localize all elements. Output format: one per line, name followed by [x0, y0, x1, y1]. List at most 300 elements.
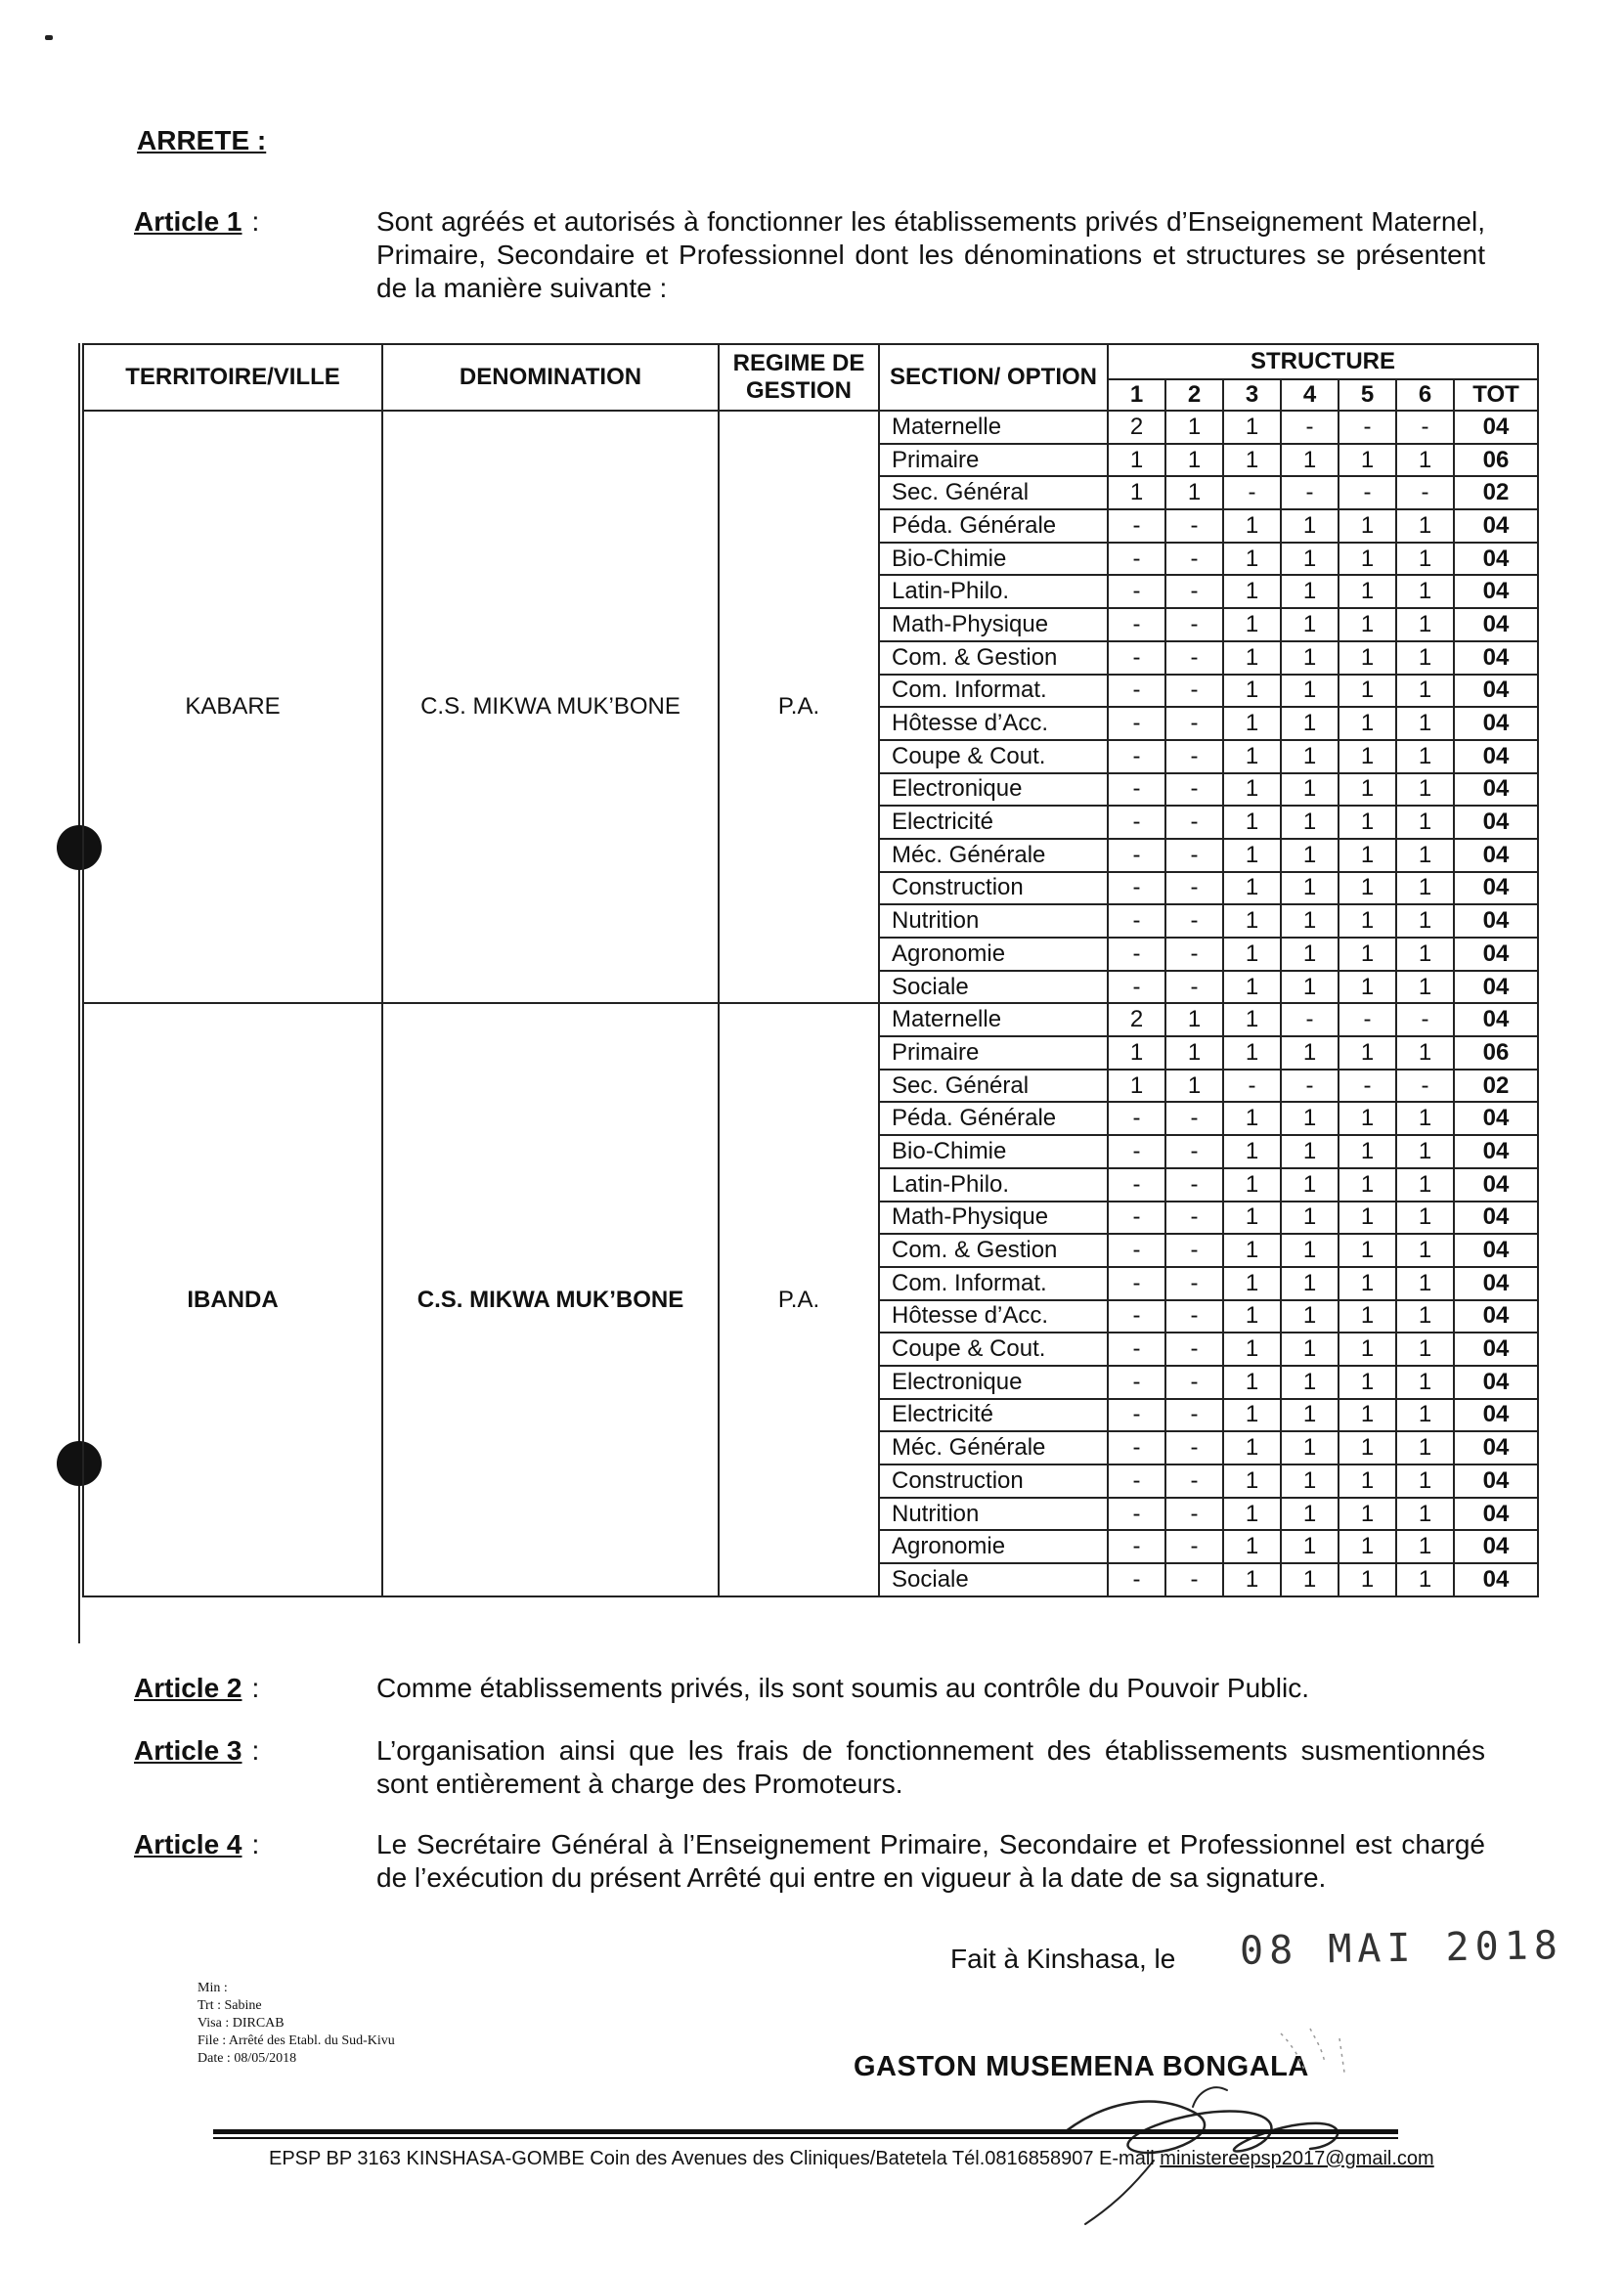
cell-year-5: 1: [1339, 575, 1396, 608]
cell-year-2: -: [1165, 740, 1223, 773]
cell-year-3: 1: [1223, 411, 1281, 444]
cell-year-2: -: [1165, 675, 1223, 708]
cell-option: Latin-Philo.: [879, 1168, 1108, 1202]
cell-total: 04: [1454, 1202, 1538, 1235]
cell-total: 04: [1454, 575, 1538, 608]
cell-year-6: 1: [1396, 1234, 1454, 1267]
cell-year-1: -: [1108, 1168, 1165, 1202]
cell-year-3: 1: [1223, 1234, 1281, 1267]
cell-year-4: 1: [1281, 904, 1339, 938]
cell-option: Bio-Chimie: [879, 543, 1108, 576]
cell-option: Construction: [879, 1464, 1108, 1498]
cell-year-3: 1: [1223, 971, 1281, 1004]
cell-option: Agronomie: [879, 938, 1108, 971]
cell-year-4: 1: [1281, 872, 1339, 905]
cell-year-5: 1: [1339, 971, 1396, 1004]
cell-year-2: -: [1165, 1102, 1223, 1135]
cell-total: 02: [1454, 1070, 1538, 1103]
memo-line: Date : 08/05/2018: [198, 2051, 297, 2066]
cell-year-3: 1: [1223, 1267, 1281, 1300]
cell-year-2: -: [1165, 1563, 1223, 1596]
cell-year-4: 1: [1281, 1399, 1339, 1432]
cell-total: 04: [1454, 839, 1538, 872]
cell-year-6: 1: [1396, 1202, 1454, 1235]
cell-year-4: 1: [1281, 1267, 1339, 1300]
cell-year-1: -: [1108, 1464, 1165, 1498]
cell-year-1: 1: [1108, 444, 1165, 477]
cell-year-6: 1: [1396, 971, 1454, 1004]
cell-year-5: 1: [1339, 608, 1396, 641]
cell-year-6: 1: [1396, 904, 1454, 938]
cell-option: Maternelle: [879, 1003, 1108, 1036]
header-col-4: 4: [1281, 379, 1339, 411]
cell-option: Hôtesse d’Acc.: [879, 1300, 1108, 1333]
cell-year-5: 1: [1339, 839, 1396, 872]
cell-year-6: 1: [1396, 641, 1454, 675]
cell-year-2: 1: [1165, 1070, 1223, 1103]
cell-year-6: 1: [1396, 1498, 1454, 1531]
article-2-label: Article 2: [134, 1673, 242, 1703]
cell-year-1: -: [1108, 773, 1165, 807]
cell-year-5: 1: [1339, 641, 1396, 675]
cell-year-5: 1: [1339, 1202, 1396, 1235]
footer-text: EPSP BP 3163 KINSHASA-GOMBE Coin des Avenues des Cliniques/Batetela Tél.0816858907 E-mail: [269, 2148, 1155, 2169]
cell-year-5: 1: [1339, 904, 1396, 938]
cell-year-3: 1: [1223, 1102, 1281, 1135]
cell-year-6: 1: [1396, 806, 1454, 839]
cell-year-2: -: [1165, 575, 1223, 608]
cell-year-3: -: [1223, 1070, 1281, 1103]
cell-total: 04: [1454, 1234, 1538, 1267]
cell-year-5: 1: [1339, 1300, 1396, 1333]
cell-year-3: 1: [1223, 1563, 1281, 1596]
cell-option: Sociale: [879, 971, 1108, 1004]
cell-year-4: 1: [1281, 740, 1339, 773]
cell-year-1: -: [1108, 1300, 1165, 1333]
cell-year-4: -: [1281, 411, 1339, 444]
cell-year-1: -: [1108, 707, 1165, 740]
article-4: Article 4 : Le Secrétaire Général à l’Enseignement Primaire, Secondaire et Professionnel est chargé de l’exécution du présent Arrêté qui entre en vigueur à la date de sa signature.: [134, 1829, 1485, 1893]
cell-option: Electricité: [879, 806, 1108, 839]
cell-year-2: -: [1165, 1234, 1223, 1267]
cell-year-2: -: [1165, 872, 1223, 905]
article-4-label: Article 4: [134, 1829, 242, 1859]
cell-year-1: -: [1108, 575, 1165, 608]
cell-territoire: KABARE: [83, 411, 382, 1003]
cell-year-1: -: [1108, 1530, 1165, 1563]
cell-year-3: 1: [1223, 1168, 1281, 1202]
header-section: SECTION/ OPTION: [879, 344, 1108, 411]
cell-year-4: 1: [1281, 839, 1339, 872]
cell-option: Math-Physique: [879, 1202, 1108, 1235]
cell-total: 04: [1454, 806, 1538, 839]
cell-year-4: 1: [1281, 1431, 1339, 1464]
cell-year-6: -: [1396, 1003, 1454, 1036]
cell-total: 04: [1454, 938, 1538, 971]
cell-year-2: -: [1165, 806, 1223, 839]
cell-total: 04: [1454, 608, 1538, 641]
cell-year-5: 1: [1339, 872, 1396, 905]
cell-year-4: 1: [1281, 1300, 1339, 1333]
footer-email: ministereepsp2017@gmail.com: [1160, 2148, 1434, 2169]
cell-year-4: 1: [1281, 675, 1339, 708]
cell-total: 04: [1454, 1102, 1538, 1135]
cell-year-3: 1: [1223, 1498, 1281, 1531]
cell-year-4: 1: [1281, 1498, 1339, 1531]
cell-year-2: 1: [1165, 1036, 1223, 1070]
cell-year-2: -: [1165, 707, 1223, 740]
cell-year-6: 1: [1396, 444, 1454, 477]
cell-total: 04: [1454, 1003, 1538, 1036]
cell-total: 04: [1454, 707, 1538, 740]
cell-year-4: 1: [1281, 806, 1339, 839]
cell-year-1: -: [1108, 1498, 1165, 1531]
header-col-5: 5: [1339, 379, 1396, 411]
cell-option: Construction: [879, 872, 1108, 905]
cell-year-1: -: [1108, 641, 1165, 675]
cell-year-6: 1: [1396, 1102, 1454, 1135]
cell-year-4: 1: [1281, 1202, 1339, 1235]
cell-year-6: 1: [1396, 1300, 1454, 1333]
cell-year-6: 1: [1396, 1399, 1454, 1432]
cell-year-1: 1: [1108, 1070, 1165, 1103]
cell-year-5: 1: [1339, 1530, 1396, 1563]
cell-year-2: -: [1165, 509, 1223, 543]
cell-total: 04: [1454, 904, 1538, 938]
cell-year-3: 1: [1223, 707, 1281, 740]
memo-line: Trt : Sabine: [198, 1998, 262, 2013]
cell-year-1: -: [1108, 1366, 1165, 1399]
cell-year-6: -: [1396, 411, 1454, 444]
article-2: Article 2 : Comme établissements privés, ils sont soumis au contrôle du Pouvoir Public.: [134, 1672, 1485, 1705]
cell-year-4: 1: [1281, 543, 1339, 576]
cell-option: Nutrition: [879, 1498, 1108, 1531]
date-stamp: 08 MAI 2018: [1239, 1923, 1564, 1974]
cell-total: 04: [1454, 1333, 1538, 1366]
footer-rule-thin: [213, 2137, 1398, 2139]
cell-year-5: -: [1339, 1003, 1396, 1036]
cell-year-2: -: [1165, 773, 1223, 807]
cell-year-6: 1: [1396, 839, 1454, 872]
header-territoire: TERRITOIRE/VILLE: [83, 344, 382, 411]
cell-year-5: 1: [1339, 740, 1396, 773]
decree-heading: ARRETE :: [137, 125, 267, 155]
cell-option: Hôtesse d’Acc.: [879, 707, 1108, 740]
cell-year-5: 1: [1339, 1102, 1396, 1135]
cell-year-2: -: [1165, 904, 1223, 938]
cell-option: Péda. Générale: [879, 1102, 1108, 1135]
cell-year-2: -: [1165, 1333, 1223, 1366]
cell-year-1: 1: [1108, 476, 1165, 509]
cell-year-4: 1: [1281, 1036, 1339, 1070]
cell-option: Méc. Générale: [879, 839, 1108, 872]
cell-year-4: 1: [1281, 971, 1339, 1004]
cell-total: 04: [1454, 1498, 1538, 1531]
cell-year-3: 1: [1223, 904, 1281, 938]
cell-option: Bio-Chimie: [879, 1135, 1108, 1168]
cell-year-6: 1: [1396, 773, 1454, 807]
cell-year-1: -: [1108, 509, 1165, 543]
cell-year-5: 1: [1339, 1234, 1396, 1267]
cell-year-6: 1: [1396, 1366, 1454, 1399]
cell-year-6: 1: [1396, 1267, 1454, 1300]
cell-year-2: -: [1165, 1202, 1223, 1235]
cell-total: 04: [1454, 1431, 1538, 1464]
cell-year-4: 1: [1281, 938, 1339, 971]
cell-option: Primaire: [879, 444, 1108, 477]
memo-line: Visa : DIRCAB: [198, 2016, 285, 2031]
cell-year-1: -: [1108, 806, 1165, 839]
cell-option: Sec. Général: [879, 476, 1108, 509]
cell-year-3: 1: [1223, 444, 1281, 477]
cell-year-2: -: [1165, 839, 1223, 872]
cell-year-5: 1: [1339, 1036, 1396, 1070]
header-col-3: 3: [1223, 379, 1281, 411]
cell-year-1: -: [1108, 543, 1165, 576]
cell-year-4: 1: [1281, 1102, 1339, 1135]
cell-year-6: 1: [1396, 707, 1454, 740]
cell-year-5: 1: [1339, 773, 1396, 807]
cell-year-4: 1: [1281, 1234, 1339, 1267]
cell-year-2: -: [1165, 1366, 1223, 1399]
cell-year-3: 1: [1223, 872, 1281, 905]
cell-year-3: 1: [1223, 543, 1281, 576]
header-col-1: 1: [1108, 379, 1165, 411]
cell-option: Péda. Générale: [879, 509, 1108, 543]
cell-total: 02: [1454, 476, 1538, 509]
cell-total: 04: [1454, 1464, 1538, 1498]
cell-year-6: 1: [1396, 938, 1454, 971]
cell-year-1: -: [1108, 740, 1165, 773]
cell-year-3: 1: [1223, 806, 1281, 839]
cell-year-1: -: [1108, 1202, 1165, 1235]
cell-year-3: 1: [1223, 839, 1281, 872]
cell-year-5: 1: [1339, 806, 1396, 839]
cell-year-3: -: [1223, 476, 1281, 509]
scan-mark: [45, 35, 53, 40]
cell-total: 04: [1454, 509, 1538, 543]
cell-option: Coupe & Cout.: [879, 740, 1108, 773]
cell-year-1: -: [1108, 1102, 1165, 1135]
cell-year-4: -: [1281, 1003, 1339, 1036]
cell-option: Com. Informat.: [879, 675, 1108, 708]
cell-year-5: 1: [1339, 707, 1396, 740]
footer-rule: [213, 2129, 1398, 2134]
header-col-6: 6: [1396, 379, 1454, 411]
cell-option: Maternelle: [879, 411, 1108, 444]
cell-year-3: 1: [1223, 1399, 1281, 1432]
cell-year-2: -: [1165, 543, 1223, 576]
establishments-table: [82, 343, 1539, 1597]
cell-year-2: -: [1165, 608, 1223, 641]
cell-year-6: 1: [1396, 1135, 1454, 1168]
article-1-text: Sont agréés et autorisés à fonctionner les établissements privés d’Enseignement Maternel, Primaire, Secondaire et Professionnel dont les dénominations et structures se présentent de la manière suivante :: [376, 206, 1485, 303]
cell-year-1: -: [1108, 1234, 1165, 1267]
cell-total: 04: [1454, 1399, 1538, 1432]
cell-year-2: -: [1165, 1135, 1223, 1168]
header-regime: REGIME DE GESTION: [719, 344, 879, 411]
cell-option: Agronomie: [879, 1530, 1108, 1563]
header-structure: STRUCTURE: [1108, 344, 1538, 379]
cell-year-5: -: [1339, 476, 1396, 509]
cell-total: 04: [1454, 1530, 1538, 1563]
cell-year-4: 1: [1281, 773, 1339, 807]
cell-year-2: -: [1165, 971, 1223, 1004]
cell-year-5: 1: [1339, 1333, 1396, 1366]
cell-option: Com. & Gestion: [879, 641, 1108, 675]
cell-year-3: 1: [1223, 1431, 1281, 1464]
cell-year-2: 1: [1165, 411, 1223, 444]
cell-year-3: 1: [1223, 675, 1281, 708]
cell-year-5: 1: [1339, 543, 1396, 576]
cell-year-1: -: [1108, 971, 1165, 1004]
cell-year-5: 1: [1339, 1464, 1396, 1498]
article-3: Article 3 : L’organisation ainsi que les frais de fonctionnement des établissements susmentionnés sont entièrement à charge des Promoteurs.: [134, 1735, 1485, 1799]
cell-year-6: 1: [1396, 740, 1454, 773]
cell-year-2: -: [1165, 1464, 1223, 1498]
header-col-2: 2: [1165, 379, 1223, 411]
cell-year-2: -: [1165, 1399, 1223, 1432]
cell-year-6: 1: [1396, 575, 1454, 608]
cell-total: 04: [1454, 543, 1538, 576]
cell-option: Com. Informat.: [879, 1267, 1108, 1300]
cell-year-3: 1: [1223, 608, 1281, 641]
cell-year-1: -: [1108, 904, 1165, 938]
cell-year-2: -: [1165, 1168, 1223, 1202]
article-4-text: Le Secrétaire Général à l’Enseignement Primaire, Secondaire et Professionnel est chargé de l’exécution du présent Arrêté qui entre en vigueur à la date de sa signature.: [376, 1829, 1485, 1893]
cell-total: 04: [1454, 1300, 1538, 1333]
cell-year-4: 1: [1281, 1168, 1339, 1202]
article-2-text: Comme établissements privés, ils sont soumis au contrôle du Pouvoir Public.: [376, 1673, 1309, 1703]
cell-year-2: -: [1165, 641, 1223, 675]
cell-year-1: -: [1108, 675, 1165, 708]
header-denomination: DENOMINATION: [382, 344, 719, 411]
cell-option: Sociale: [879, 1563, 1108, 1596]
cell-year-4: -: [1281, 476, 1339, 509]
cell-year-3: 1: [1223, 1530, 1281, 1563]
cell-total: 04: [1454, 675, 1538, 708]
cell-total: 04: [1454, 1168, 1538, 1202]
cell-total: 04: [1454, 872, 1538, 905]
cell-year-5: 1: [1339, 509, 1396, 543]
cell-total: 04: [1454, 641, 1538, 675]
cell-year-4: 1: [1281, 1464, 1339, 1498]
cell-year-5: 1: [1339, 1563, 1396, 1596]
footer-address: [269, 2148, 1434, 2170]
cell-regime: P.A.: [719, 1003, 879, 1595]
cell-year-2: 1: [1165, 1003, 1223, 1036]
article-3-text: L’organisation ainsi que les frais de fonctionnement des établissements susmentionnés sont entièrement à charge des Promoteurs.: [376, 1735, 1485, 1799]
cell-year-4: 1: [1281, 608, 1339, 641]
cell-year-5: -: [1339, 1070, 1396, 1103]
cell-year-6: -: [1396, 1070, 1454, 1103]
cell-year-3: 1: [1223, 1202, 1281, 1235]
cell-year-6: 1: [1396, 1464, 1454, 1498]
cell-year-6: 1: [1396, 509, 1454, 543]
cell-year-5: 1: [1339, 1168, 1396, 1202]
cell-year-3: 1: [1223, 1464, 1281, 1498]
cell-year-5: 1: [1339, 1399, 1396, 1432]
cell-year-2: 1: [1165, 476, 1223, 509]
cell-total: 04: [1454, 740, 1538, 773]
cell-year-3: 1: [1223, 740, 1281, 773]
table-row: [83, 411, 1538, 444]
cell-year-1: -: [1108, 608, 1165, 641]
cell-option: Electricité: [879, 1399, 1108, 1432]
cell-regime: P.A.: [719, 411, 879, 1003]
cell-year-6: 1: [1396, 1333, 1454, 1366]
cell-year-1: -: [1108, 872, 1165, 905]
cell-option: Latin-Philo.: [879, 575, 1108, 608]
cell-year-1: 2: [1108, 1003, 1165, 1036]
table-row: [83, 1003, 1538, 1036]
cell-year-5: 1: [1339, 444, 1396, 477]
cell-year-3: 1: [1223, 1366, 1281, 1399]
cell-total: 04: [1454, 971, 1538, 1004]
cell-option: Math-Physique: [879, 608, 1108, 641]
cell-total: 06: [1454, 1036, 1538, 1070]
article-1-label: Article 1: [134, 206, 242, 237]
cell-year-2: 1: [1165, 444, 1223, 477]
cell-year-1: -: [1108, 1135, 1165, 1168]
cell-option: Primaire: [879, 1036, 1108, 1070]
cell-year-5: 1: [1339, 1267, 1396, 1300]
cell-year-4: 1: [1281, 1333, 1339, 1366]
cell-total: 04: [1454, 1366, 1538, 1399]
cell-total: 04: [1454, 1135, 1538, 1168]
handwritten-signature: [1046, 2014, 1379, 2229]
cell-year-6: -: [1396, 476, 1454, 509]
cell-year-4: 1: [1281, 1135, 1339, 1168]
cell-year-6: 1: [1396, 1431, 1454, 1464]
cell-year-2: -: [1165, 938, 1223, 971]
memo-block: [198, 1980, 395, 2068]
memo-line: File : Arrêté des Etabl. du Sud-Kivu: [198, 2033, 395, 2048]
signatory-name: GASTON MUSEMENA BONGALA: [854, 2051, 1309, 2082]
cell-year-1: -: [1108, 938, 1165, 971]
header-col-tot: TOT: [1454, 379, 1538, 411]
cell-year-2: -: [1165, 1267, 1223, 1300]
cell-year-6: 1: [1396, 1530, 1454, 1563]
cell-year-4: -: [1281, 1070, 1339, 1103]
cell-option: Electronique: [879, 1366, 1108, 1399]
cell-year-4: 1: [1281, 641, 1339, 675]
cell-denomination: C.S. MIKWA MUK’BONE: [382, 1003, 719, 1595]
cell-total: 04: [1454, 1267, 1538, 1300]
cell-year-4: 1: [1281, 1530, 1339, 1563]
cell-year-3: 1: [1223, 575, 1281, 608]
cell-year-5: 1: [1339, 675, 1396, 708]
cell-year-5: 1: [1339, 938, 1396, 971]
table-body: [83, 411, 1538, 1596]
cell-year-3: 1: [1223, 1333, 1281, 1366]
cell-option: Com. & Gestion: [879, 1234, 1108, 1267]
cell-total: 06: [1454, 444, 1538, 477]
cell-year-1: -: [1108, 1399, 1165, 1432]
cell-year-3: 1: [1223, 1036, 1281, 1070]
cell-year-6: 1: [1396, 1168, 1454, 1202]
cell-year-3: 1: [1223, 641, 1281, 675]
cell-year-2: -: [1165, 1530, 1223, 1563]
cell-year-6: 1: [1396, 1036, 1454, 1070]
cell-year-4: 1: [1281, 509, 1339, 543]
cell-year-4: 1: [1281, 575, 1339, 608]
cell-year-1: -: [1108, 1333, 1165, 1366]
cell-year-5: 1: [1339, 1498, 1396, 1531]
cell-option: Nutrition: [879, 904, 1108, 938]
cell-year-3: 1: [1223, 938, 1281, 971]
cell-year-6: 1: [1396, 543, 1454, 576]
